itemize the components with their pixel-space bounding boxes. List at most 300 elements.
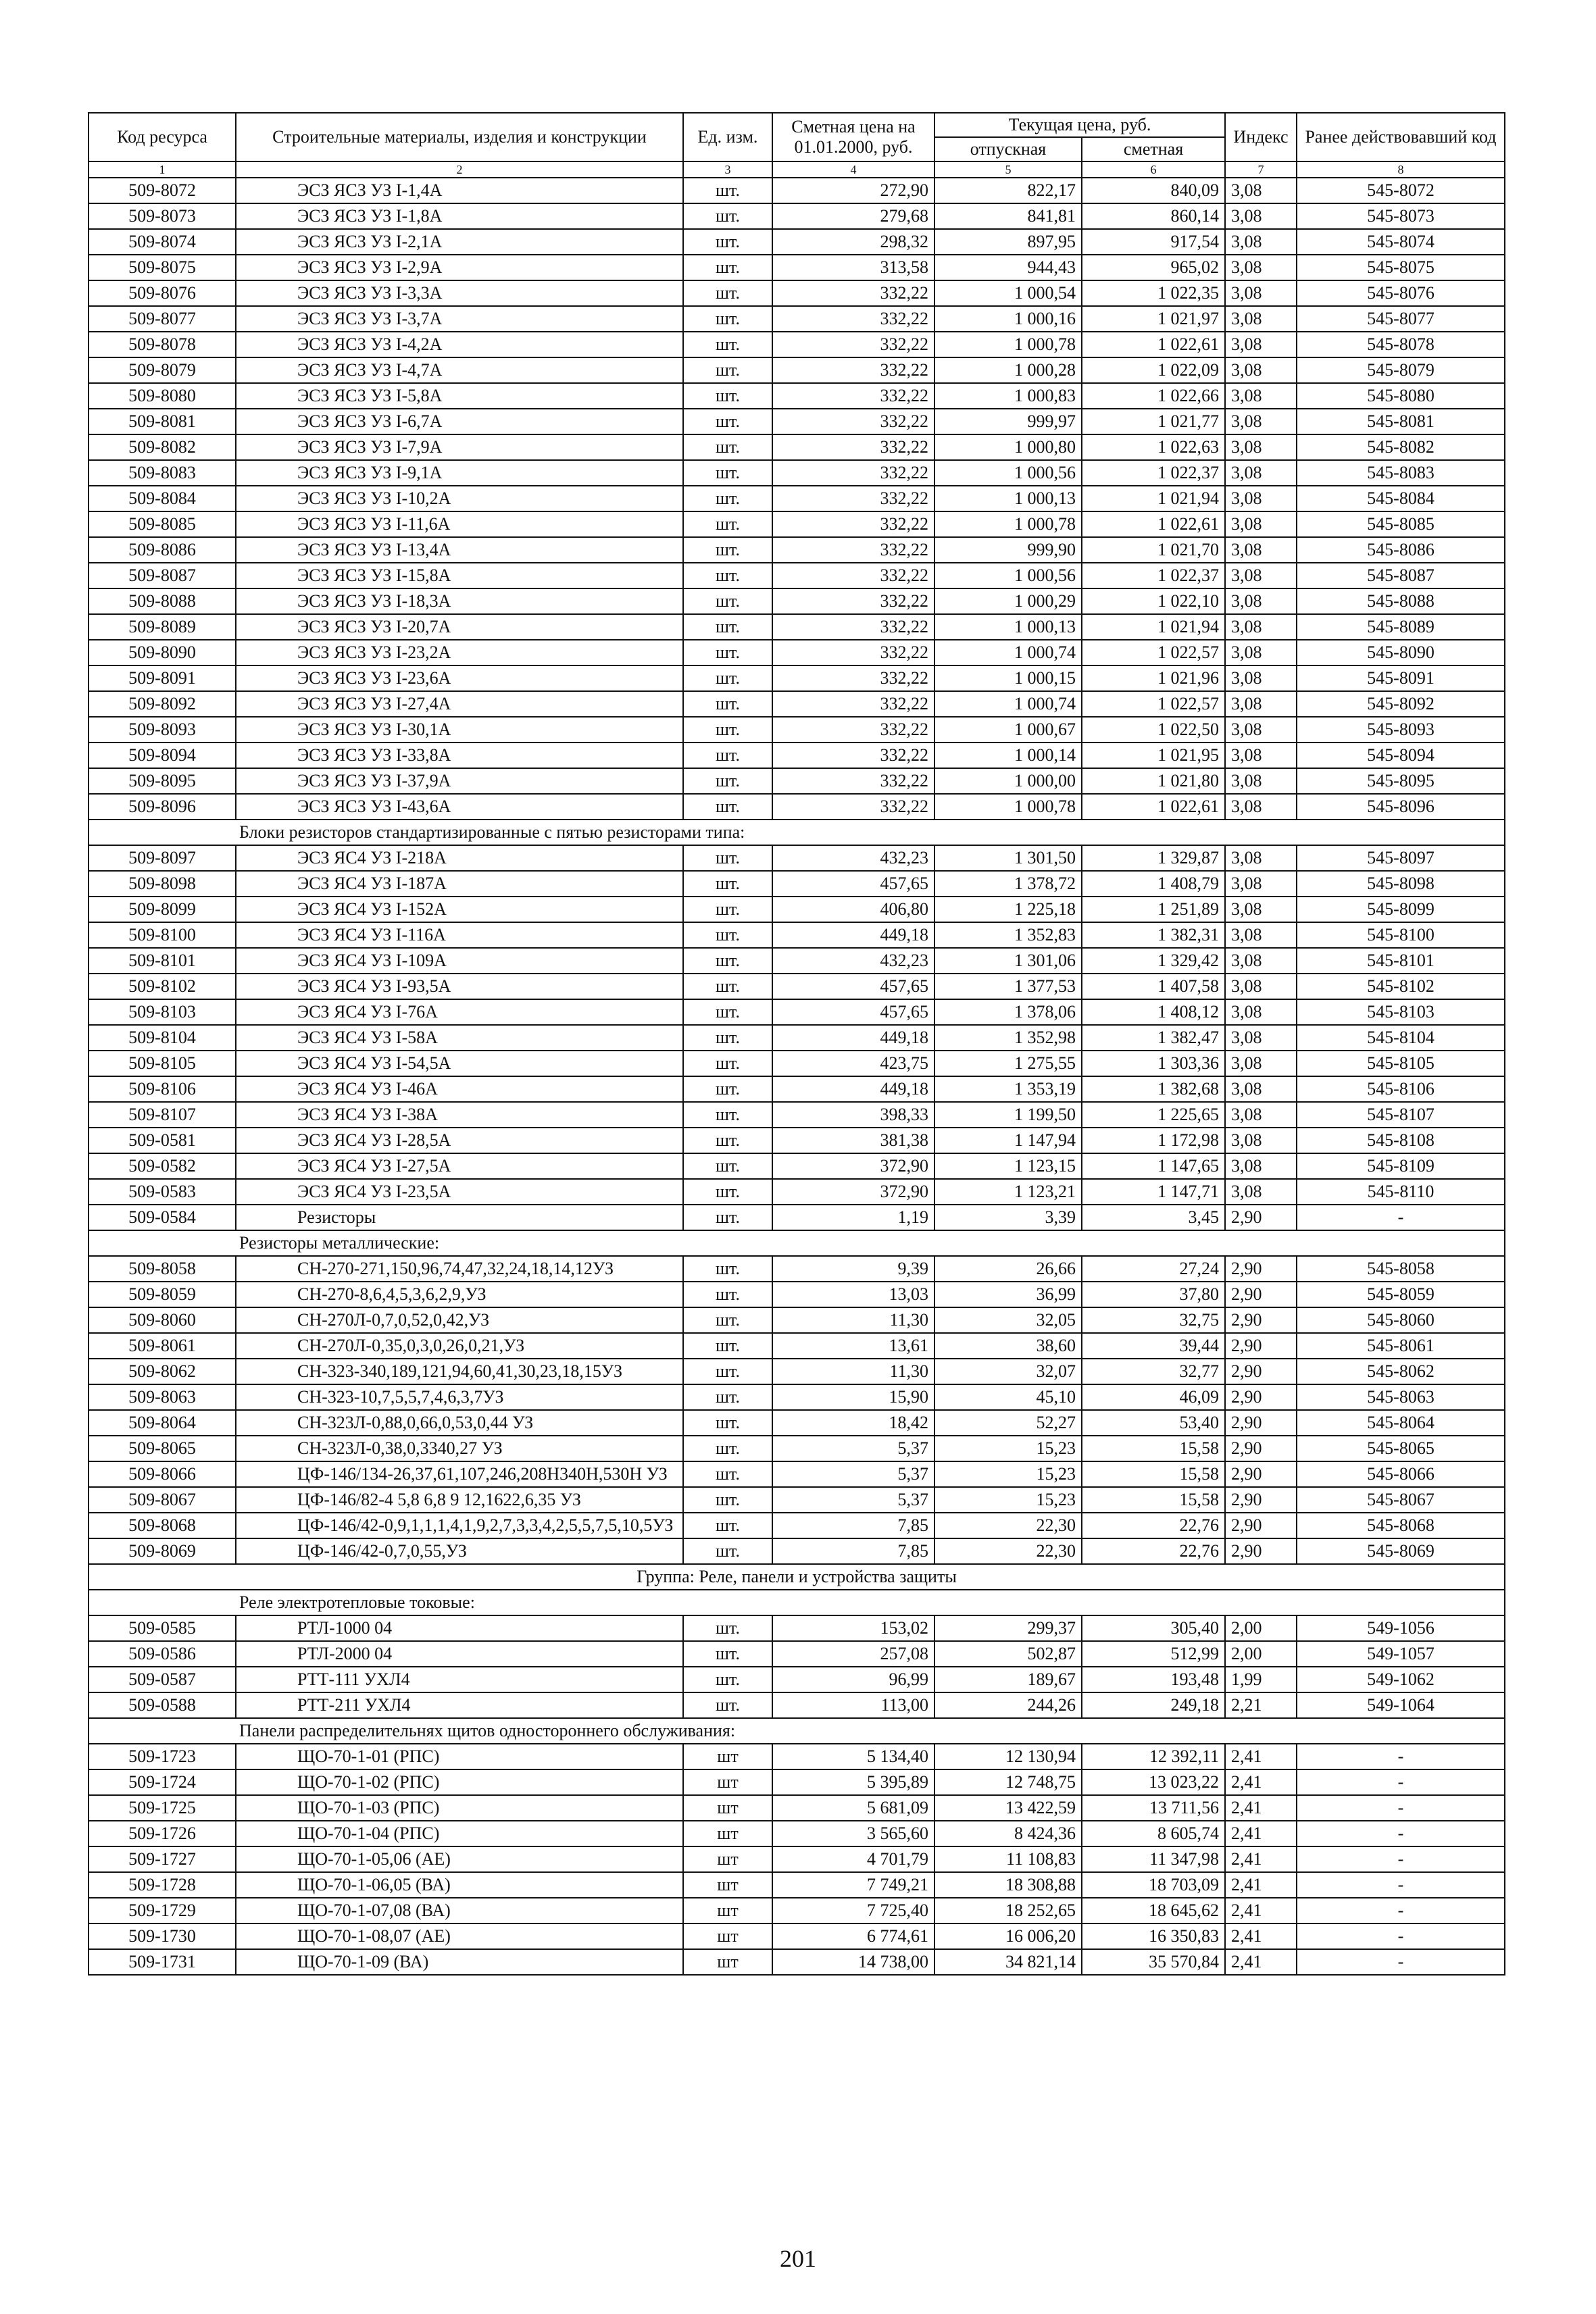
resource-code-cell: 509-8075 bbox=[89, 255, 236, 280]
unit-cell: шт. bbox=[683, 178, 772, 203]
release-price-cell: 1 199,50 bbox=[934, 1102, 1082, 1128]
material-name-cell: ЭСЗ ЯСЗ УЗ I-23,6А bbox=[236, 665, 683, 691]
resource-code-cell: 509-0586 bbox=[89, 1641, 236, 1667]
base-price-cell: 332,22 bbox=[772, 511, 934, 537]
base-price-cell: 7,85 bbox=[772, 1513, 934, 1538]
material-name-cell: ЭСЗ ЯС4 УЗ I-218А bbox=[236, 845, 683, 871]
header-row bbox=[89, 113, 1505, 137]
table-row bbox=[89, 357, 1505, 383]
index-cell: 3,08 bbox=[1225, 974, 1297, 999]
index-cell: 2,41 bbox=[1225, 1744, 1297, 1769]
release-price-cell: 1 000,78 bbox=[934, 332, 1082, 357]
table-row bbox=[89, 1359, 1505, 1384]
estimate-price-cell: 840,09 bbox=[1082, 178, 1225, 203]
estimate-price-cell: 1 225,65 bbox=[1082, 1102, 1225, 1128]
base-price-cell: 4 701,79 bbox=[772, 1846, 934, 1872]
material-name-cell: РТТ-211 УХЛ4 bbox=[236, 1692, 683, 1718]
previous-code-cell: 545-8108 bbox=[1297, 1128, 1505, 1153]
index-cell: 3,08 bbox=[1225, 332, 1297, 357]
table-row bbox=[89, 871, 1505, 897]
material-name-cell: ЭСЗ ЯСЗ УЗ I-10,2А bbox=[236, 486, 683, 511]
unit-cell: шт. bbox=[683, 614, 772, 640]
header-resource-code: Код ресурса bbox=[89, 113, 236, 161]
resource-code-cell: 509-1730 bbox=[89, 1923, 236, 1949]
resource-code-cell: 509-8064 bbox=[89, 1410, 236, 1436]
unit-cell: шт. bbox=[683, 1102, 772, 1128]
release-price-cell: 1 000,54 bbox=[934, 280, 1082, 306]
index-cell: 2,90 bbox=[1225, 1282, 1297, 1307]
table-row bbox=[89, 1641, 1505, 1667]
resource-code-cell: 509-8081 bbox=[89, 409, 236, 434]
material-name-cell: СН-270Л-0,35,0,3,0,26,0,21,УЗ bbox=[236, 1333, 683, 1359]
estimate-price-cell: 37,80 bbox=[1082, 1282, 1225, 1307]
resource-code-cell: 509-8063 bbox=[89, 1384, 236, 1410]
base-price-cell: 332,22 bbox=[772, 460, 934, 486]
previous-code-cell: 545-8074 bbox=[1297, 229, 1505, 255]
estimate-price-cell: 22,76 bbox=[1082, 1538, 1225, 1564]
material-name-cell: СН-270-8,6,4,5,3,6,2,9,УЗ bbox=[236, 1282, 683, 1307]
unit-cell: шт bbox=[683, 1846, 772, 1872]
release-price-cell: 15,23 bbox=[934, 1436, 1082, 1461]
index-cell: 2,00 bbox=[1225, 1615, 1297, 1641]
estimate-price-cell: 965,02 bbox=[1082, 255, 1225, 280]
previous-code-cell: 545-8105 bbox=[1297, 1051, 1505, 1076]
material-name-cell: ЭСЗ ЯСЗ УЗ I-2,1А bbox=[236, 229, 683, 255]
unit-cell: шт bbox=[683, 1769, 772, 1795]
material-name-cell: СН-323Л-0,88,0,66,0,53,0,44 УЗ bbox=[236, 1410, 683, 1436]
column-number: 6 bbox=[1082, 161, 1225, 178]
unit-cell: шт. bbox=[683, 1461, 772, 1487]
estimate-price-cell: 1 021,70 bbox=[1082, 537, 1225, 563]
table-row bbox=[89, 1692, 1505, 1718]
unit-cell: шт. bbox=[683, 1692, 772, 1718]
release-price-cell: 1 000,80 bbox=[934, 434, 1082, 460]
previous-code-cell: 545-8068 bbox=[1297, 1513, 1505, 1538]
column-number: 8 bbox=[1297, 161, 1505, 178]
release-price-cell: 38,60 bbox=[934, 1333, 1082, 1359]
previous-code-cell: - bbox=[1297, 1744, 1505, 1769]
resource-code-cell: 509-8079 bbox=[89, 357, 236, 383]
resource-code-cell: 509-8077 bbox=[89, 306, 236, 332]
base-price-cell: 7 749,21 bbox=[772, 1872, 934, 1898]
table-row bbox=[89, 1128, 1505, 1153]
previous-code-cell: 545-8062 bbox=[1297, 1359, 1505, 1384]
base-price-cell: 423,75 bbox=[772, 1051, 934, 1076]
unit-cell: шт. bbox=[683, 588, 772, 614]
estimate-price-cell: 1 021,80 bbox=[1082, 768, 1225, 794]
table-row bbox=[89, 1384, 1505, 1410]
previous-code-cell: - bbox=[1297, 1923, 1505, 1949]
resource-code-cell: 509-1727 bbox=[89, 1846, 236, 1872]
resource-code-cell: 509-0581 bbox=[89, 1128, 236, 1153]
resource-code-cell: 509-8069 bbox=[89, 1538, 236, 1564]
release-price-cell: 1 000,67 bbox=[934, 717, 1082, 743]
release-price-cell: 1 000,56 bbox=[934, 563, 1082, 588]
estimate-price-cell: 249,18 bbox=[1082, 1692, 1225, 1718]
index-cell: 3,08 bbox=[1225, 717, 1297, 743]
previous-code-cell: 545-8058 bbox=[1297, 1256, 1505, 1282]
material-name-cell: ЭСЗ ЯСЗ УЗ I-30,1А bbox=[236, 717, 683, 743]
estimate-price-cell: 1 022,37 bbox=[1082, 460, 1225, 486]
resource-code-cell: 509-8074 bbox=[89, 229, 236, 255]
unit-cell: шт. bbox=[683, 974, 772, 999]
base-price-cell: 1,19 bbox=[772, 1205, 934, 1230]
unit-cell: шт. bbox=[683, 999, 772, 1025]
base-price-cell: 332,22 bbox=[772, 640, 934, 665]
previous-code-cell: 545-8073 bbox=[1297, 203, 1505, 229]
release-price-cell: 22,30 bbox=[934, 1513, 1082, 1538]
estimate-price-cell: 53,40 bbox=[1082, 1410, 1225, 1436]
unit-cell: шт. bbox=[683, 537, 772, 563]
unit-cell: шт. bbox=[683, 280, 772, 306]
index-cell: 3,08 bbox=[1225, 1128, 1297, 1153]
unit-cell: шт. bbox=[683, 1359, 772, 1384]
table-row bbox=[89, 511, 1505, 537]
base-price-cell: 332,22 bbox=[772, 614, 934, 640]
unit-cell: шт bbox=[683, 1744, 772, 1769]
section-heading-row bbox=[89, 1590, 1505, 1615]
unit-cell: шт. bbox=[683, 1025, 772, 1051]
base-price-cell: 332,22 bbox=[772, 743, 934, 768]
unit-cell: шт. bbox=[683, 332, 772, 357]
previous-code-cell: 545-8060 bbox=[1297, 1307, 1505, 1333]
table-row bbox=[89, 1821, 1505, 1846]
index-cell: 3,08 bbox=[1225, 486, 1297, 511]
resource-code-cell: 509-8061 bbox=[89, 1333, 236, 1359]
header-base-price: Сметная цена на 01.01.2000, руб. bbox=[772, 113, 934, 161]
material-name-cell: ЭСЗ ЯС4 УЗ I-109А bbox=[236, 948, 683, 974]
estimate-price-cell: 1 408,12 bbox=[1082, 999, 1225, 1025]
index-cell: 2,41 bbox=[1225, 1846, 1297, 1872]
index-cell: 3,08 bbox=[1225, 871, 1297, 897]
base-price-cell: 449,18 bbox=[772, 1025, 934, 1051]
index-cell: 3,08 bbox=[1225, 922, 1297, 948]
index-cell: 3,08 bbox=[1225, 229, 1297, 255]
table-row bbox=[89, 409, 1505, 434]
section-heading-row bbox=[89, 1230, 1505, 1256]
previous-code-cell: 545-8066 bbox=[1297, 1461, 1505, 1487]
release-price-cell: 1 123,21 bbox=[934, 1179, 1082, 1205]
table-row bbox=[89, 306, 1505, 332]
base-price-cell: 11,30 bbox=[772, 1359, 934, 1384]
table-row bbox=[89, 922, 1505, 948]
column-number: 2 bbox=[236, 161, 683, 178]
estimate-price-cell: 1 022,09 bbox=[1082, 357, 1225, 383]
release-price-cell: 34 821,14 bbox=[934, 1949, 1082, 1975]
unit-cell: шт. bbox=[683, 409, 772, 434]
table-body bbox=[89, 178, 1505, 1975]
unit-cell: шт. bbox=[683, 768, 772, 794]
resource-code-cell: 509-8076 bbox=[89, 280, 236, 306]
previous-code-cell: 545-8086 bbox=[1297, 537, 1505, 563]
material-name-cell: ЭСЗ ЯС4 УЗ I-152А bbox=[236, 897, 683, 922]
release-price-cell: 15,23 bbox=[934, 1461, 1082, 1487]
previous-code-cell: - bbox=[1297, 1205, 1505, 1230]
table-row bbox=[89, 717, 1505, 743]
release-price-cell: 1 000,74 bbox=[934, 691, 1082, 717]
index-cell: 3,08 bbox=[1225, 1076, 1297, 1102]
index-cell: 3,08 bbox=[1225, 743, 1297, 768]
unit-cell: шт. bbox=[683, 1513, 772, 1538]
base-price-cell: 332,22 bbox=[772, 280, 934, 306]
previous-code-cell: 545-8077 bbox=[1297, 306, 1505, 332]
table-row bbox=[89, 1436, 1505, 1461]
unit-cell: шт. bbox=[683, 1179, 772, 1205]
material-name-cell: СН-270Л-0,7,0,52,0,42,УЗ bbox=[236, 1307, 683, 1333]
table-row bbox=[89, 1487, 1505, 1513]
base-price-cell: 279,68 bbox=[772, 203, 934, 229]
base-price-cell: 113,00 bbox=[772, 1692, 934, 1718]
estimate-price-cell: 18 645,62 bbox=[1082, 1898, 1225, 1923]
base-price-cell: 332,22 bbox=[772, 665, 934, 691]
release-price-cell: 12 130,94 bbox=[934, 1744, 1082, 1769]
resource-code-cell: 509-8059 bbox=[89, 1282, 236, 1307]
resource-code-cell: 509-8101 bbox=[89, 948, 236, 974]
resource-code-cell: 509-8095 bbox=[89, 768, 236, 794]
index-cell: 3,08 bbox=[1225, 665, 1297, 691]
previous-code-cell: 545-8084 bbox=[1297, 486, 1505, 511]
table-row bbox=[89, 1898, 1505, 1923]
table-row bbox=[89, 1076, 1505, 1102]
release-price-cell: 1 000,74 bbox=[934, 640, 1082, 665]
base-price-cell: 332,22 bbox=[772, 357, 934, 383]
material-name-cell: ЭСЗ ЯСЗ УЗ I-37,9А bbox=[236, 768, 683, 794]
resource-code-cell: 509-1723 bbox=[89, 1744, 236, 1769]
unit-cell: шт. bbox=[683, 1487, 772, 1513]
previous-code-cell: 545-8076 bbox=[1297, 280, 1505, 306]
table-row bbox=[89, 1025, 1505, 1051]
unit-cell: шт bbox=[683, 1898, 772, 1923]
index-cell: 2,90 bbox=[1225, 1359, 1297, 1384]
release-price-cell: 1 000,16 bbox=[934, 306, 1082, 332]
resource-code-cell: 509-0584 bbox=[89, 1205, 236, 1230]
release-price-cell: 1 377,53 bbox=[934, 974, 1082, 999]
estimate-price-cell: 1 021,94 bbox=[1082, 614, 1225, 640]
previous-code-cell: 549-1062 bbox=[1297, 1667, 1505, 1692]
base-price-cell: 449,18 bbox=[772, 1076, 934, 1102]
previous-code-cell: - bbox=[1297, 1949, 1505, 1975]
previous-code-cell: 545-8102 bbox=[1297, 974, 1505, 999]
material-name-cell: ЭСЗ ЯСЗ УЗ I-1,4А bbox=[236, 178, 683, 203]
release-price-cell: 11 108,83 bbox=[934, 1846, 1082, 1872]
estimate-price-cell: 1 303,36 bbox=[1082, 1051, 1225, 1076]
release-price-cell: 1 000,56 bbox=[934, 460, 1082, 486]
estimate-price-cell: 16 350,83 bbox=[1082, 1923, 1225, 1949]
base-price-cell: 13,03 bbox=[772, 1282, 934, 1307]
previous-code-cell: 545-8067 bbox=[1297, 1487, 1505, 1513]
material-name-cell: ЭСЗ ЯСЗ УЗ I-2,9А bbox=[236, 255, 683, 280]
unit-cell: шт bbox=[683, 1821, 772, 1846]
resource-code-cell: 509-8072 bbox=[89, 178, 236, 203]
base-price-cell: 153,02 bbox=[772, 1615, 934, 1641]
unit-cell: шт. bbox=[683, 1128, 772, 1153]
unit-cell: шт. bbox=[683, 1538, 772, 1564]
index-cell: 3,08 bbox=[1225, 280, 1297, 306]
release-price-cell: 1 000,15 bbox=[934, 665, 1082, 691]
resource-code-cell: 509-8067 bbox=[89, 1487, 236, 1513]
estimate-price-cell: 1 022,57 bbox=[1082, 691, 1225, 717]
resource-code-cell: 509-8088 bbox=[89, 588, 236, 614]
index-cell: 3,08 bbox=[1225, 768, 1297, 794]
table-row bbox=[89, 1769, 1505, 1795]
estimate-price-cell: 1 021,77 bbox=[1082, 409, 1225, 434]
resource-code-cell: 509-8102 bbox=[89, 974, 236, 999]
material-name-cell: ЭСЗ ЯС4 УЗ I-38А bbox=[236, 1102, 683, 1128]
index-cell: 1,99 bbox=[1225, 1667, 1297, 1692]
unit-cell: шт. bbox=[683, 1153, 772, 1179]
previous-code-cell: 545-8101 bbox=[1297, 948, 1505, 974]
table-row bbox=[89, 640, 1505, 665]
base-price-cell: 3 565,60 bbox=[772, 1821, 934, 1846]
release-price-cell: 32,05 bbox=[934, 1307, 1082, 1333]
table-row bbox=[89, 178, 1505, 203]
release-price-cell: 1 352,83 bbox=[934, 922, 1082, 948]
table-row bbox=[89, 1744, 1505, 1769]
material-name-cell: ЦФ-146/42-0,7,0,55,УЗ bbox=[236, 1538, 683, 1564]
previous-code-cell: 545-8094 bbox=[1297, 743, 1505, 768]
material-name-cell: ЭСЗ ЯС4 УЗ I-54,5А bbox=[236, 1051, 683, 1076]
previous-code-cell: 545-8061 bbox=[1297, 1333, 1505, 1359]
index-cell: 2,90 bbox=[1225, 1487, 1297, 1513]
estimate-price-cell: 1 408,79 bbox=[1082, 871, 1225, 897]
table-row bbox=[89, 1307, 1505, 1333]
base-price-cell: 257,08 bbox=[772, 1641, 934, 1667]
unit-cell: шт. bbox=[683, 255, 772, 280]
resource-code-cell: 509-8087 bbox=[89, 563, 236, 588]
release-price-cell: 1 378,72 bbox=[934, 871, 1082, 897]
estimate-price-cell: 27,24 bbox=[1082, 1256, 1225, 1282]
release-price-cell: 15,23 bbox=[934, 1487, 1082, 1513]
table-row bbox=[89, 1513, 1505, 1538]
base-price-cell: 11,30 bbox=[772, 1307, 934, 1333]
material-name-cell: ЦФ-146/134-26,37,61,107,246,208Н340Н,530Н УЗ bbox=[236, 1461, 683, 1487]
previous-code-cell: - bbox=[1297, 1898, 1505, 1923]
unit-cell: шт. bbox=[683, 1641, 772, 1667]
estimate-price-cell: 1 022,61 bbox=[1082, 332, 1225, 357]
base-price-cell: 432,23 bbox=[772, 948, 934, 974]
resource-code-cell: 509-8092 bbox=[89, 691, 236, 717]
unit-cell: шт. bbox=[683, 1282, 772, 1307]
base-price-cell: 449,18 bbox=[772, 922, 934, 948]
index-cell: 3,08 bbox=[1225, 1179, 1297, 1205]
section-heading: Блоки резисторов стандартизированные с пятью резисторами типа: bbox=[89, 820, 1505, 845]
previous-code-cell: 545-8085 bbox=[1297, 511, 1505, 537]
index-cell: 2,90 bbox=[1225, 1461, 1297, 1487]
resource-code-cell: 509-8103 bbox=[89, 999, 236, 1025]
resource-code-cell: 509-8104 bbox=[89, 1025, 236, 1051]
material-name-cell: ЩО-70-1-07,08 (ВА) bbox=[236, 1898, 683, 1923]
table-row bbox=[89, 1256, 1505, 1282]
unit-cell: шт. bbox=[683, 1384, 772, 1410]
estimate-price-cell: 15,58 bbox=[1082, 1436, 1225, 1461]
index-cell: 3,08 bbox=[1225, 845, 1297, 871]
base-price-cell: 398,33 bbox=[772, 1102, 934, 1128]
material-name-cell: ЭСЗ ЯС4 УЗ I-116А bbox=[236, 922, 683, 948]
previous-code-cell: 545-8088 bbox=[1297, 588, 1505, 614]
base-price-cell: 332,22 bbox=[772, 563, 934, 588]
resource-code-cell: 509-8062 bbox=[89, 1359, 236, 1384]
material-name-cell: ЭСЗ ЯСЗ УЗ I-4,2А bbox=[236, 332, 683, 357]
previous-code-cell: 545-8064 bbox=[1297, 1410, 1505, 1436]
resource-code-cell: 509-8097 bbox=[89, 845, 236, 871]
unit-cell: шт. bbox=[683, 717, 772, 743]
previous-code-cell: 549-1064 bbox=[1297, 1692, 1505, 1718]
base-price-cell: 332,22 bbox=[772, 794, 934, 820]
resource-code-cell: 509-0587 bbox=[89, 1667, 236, 1692]
resource-code-cell: 509-1725 bbox=[89, 1795, 236, 1821]
release-price-cell: 1 301,50 bbox=[934, 845, 1082, 871]
release-price-cell: 22,30 bbox=[934, 1538, 1082, 1564]
index-cell: 3,08 bbox=[1225, 203, 1297, 229]
table-row bbox=[89, 1667, 1505, 1692]
table-row bbox=[89, 537, 1505, 563]
unit-cell: шт. bbox=[683, 1076, 772, 1102]
estimate-price-cell: 1 022,10 bbox=[1082, 588, 1225, 614]
index-cell: 3,08 bbox=[1225, 1153, 1297, 1179]
index-cell: 2,41 bbox=[1225, 1872, 1297, 1898]
previous-code-cell: 545-8095 bbox=[1297, 768, 1505, 794]
material-name-cell: ЭСЗ ЯСЗ УЗ I-3,7А bbox=[236, 306, 683, 332]
previous-code-cell: 545-8075 bbox=[1297, 255, 1505, 280]
release-price-cell: 841,81 bbox=[934, 203, 1082, 229]
material-name-cell: ЭСЗ ЯСЗ УЗ I-27,4А bbox=[236, 691, 683, 717]
index-cell: 3,08 bbox=[1225, 897, 1297, 922]
estimate-price-cell: 1 329,42 bbox=[1082, 948, 1225, 974]
resource-code-cell: 509-8080 bbox=[89, 383, 236, 409]
release-price-cell: 1 000,13 bbox=[934, 614, 1082, 640]
base-price-cell: 332,22 bbox=[772, 717, 934, 743]
index-cell: 3,08 bbox=[1225, 614, 1297, 640]
column-number: 7 bbox=[1225, 161, 1297, 178]
release-price-cell: 999,90 bbox=[934, 537, 1082, 563]
unit-cell: шт. bbox=[683, 691, 772, 717]
previous-code-cell: 549-1057 bbox=[1297, 1641, 1505, 1667]
unit-cell: шт. bbox=[683, 845, 772, 871]
table-row bbox=[89, 486, 1505, 511]
material-name-cell: ЭСЗ ЯС4 УЗ I-28,5А bbox=[236, 1128, 683, 1153]
material-name-cell: ЩО-70-1-02 (РПС) bbox=[236, 1769, 683, 1795]
price-table bbox=[88, 112, 1505, 1976]
table-row bbox=[89, 1333, 1505, 1359]
estimate-price-cell: 15,58 bbox=[1082, 1487, 1225, 1513]
column-number: 1 bbox=[89, 161, 236, 178]
resource-code-cell: 509-8058 bbox=[89, 1256, 236, 1282]
release-price-cell: 1 000,29 bbox=[934, 588, 1082, 614]
release-price-cell: 189,67 bbox=[934, 1667, 1082, 1692]
previous-code-cell: - bbox=[1297, 1872, 1505, 1898]
index-cell: 3,08 bbox=[1225, 794, 1297, 820]
release-price-cell: 1 000,14 bbox=[934, 743, 1082, 768]
release-price-cell: 1 352,98 bbox=[934, 1025, 1082, 1051]
index-cell: 2,41 bbox=[1225, 1923, 1297, 1949]
index-cell: 3,08 bbox=[1225, 357, 1297, 383]
table-row bbox=[89, 255, 1505, 280]
base-price-cell: 5,37 bbox=[772, 1436, 934, 1461]
unit-cell: шт. bbox=[683, 897, 772, 922]
previous-code-cell: - bbox=[1297, 1821, 1505, 1846]
material-name-cell: ЩО-70-1-09 (ВА) bbox=[236, 1949, 683, 1975]
estimate-price-cell: 1 251,89 bbox=[1082, 897, 1225, 922]
index-cell: 2,90 bbox=[1225, 1256, 1297, 1282]
index-cell: 3,08 bbox=[1225, 306, 1297, 332]
resource-code-cell: 509-1729 bbox=[89, 1898, 236, 1923]
unit-cell: шт. bbox=[683, 1667, 772, 1692]
previous-code-cell: 545-8069 bbox=[1297, 1538, 1505, 1564]
unit-cell: шт. bbox=[683, 1410, 772, 1436]
table-row bbox=[89, 691, 1505, 717]
previous-code-cell: 545-8096 bbox=[1297, 794, 1505, 820]
index-cell: 2,41 bbox=[1225, 1949, 1297, 1975]
